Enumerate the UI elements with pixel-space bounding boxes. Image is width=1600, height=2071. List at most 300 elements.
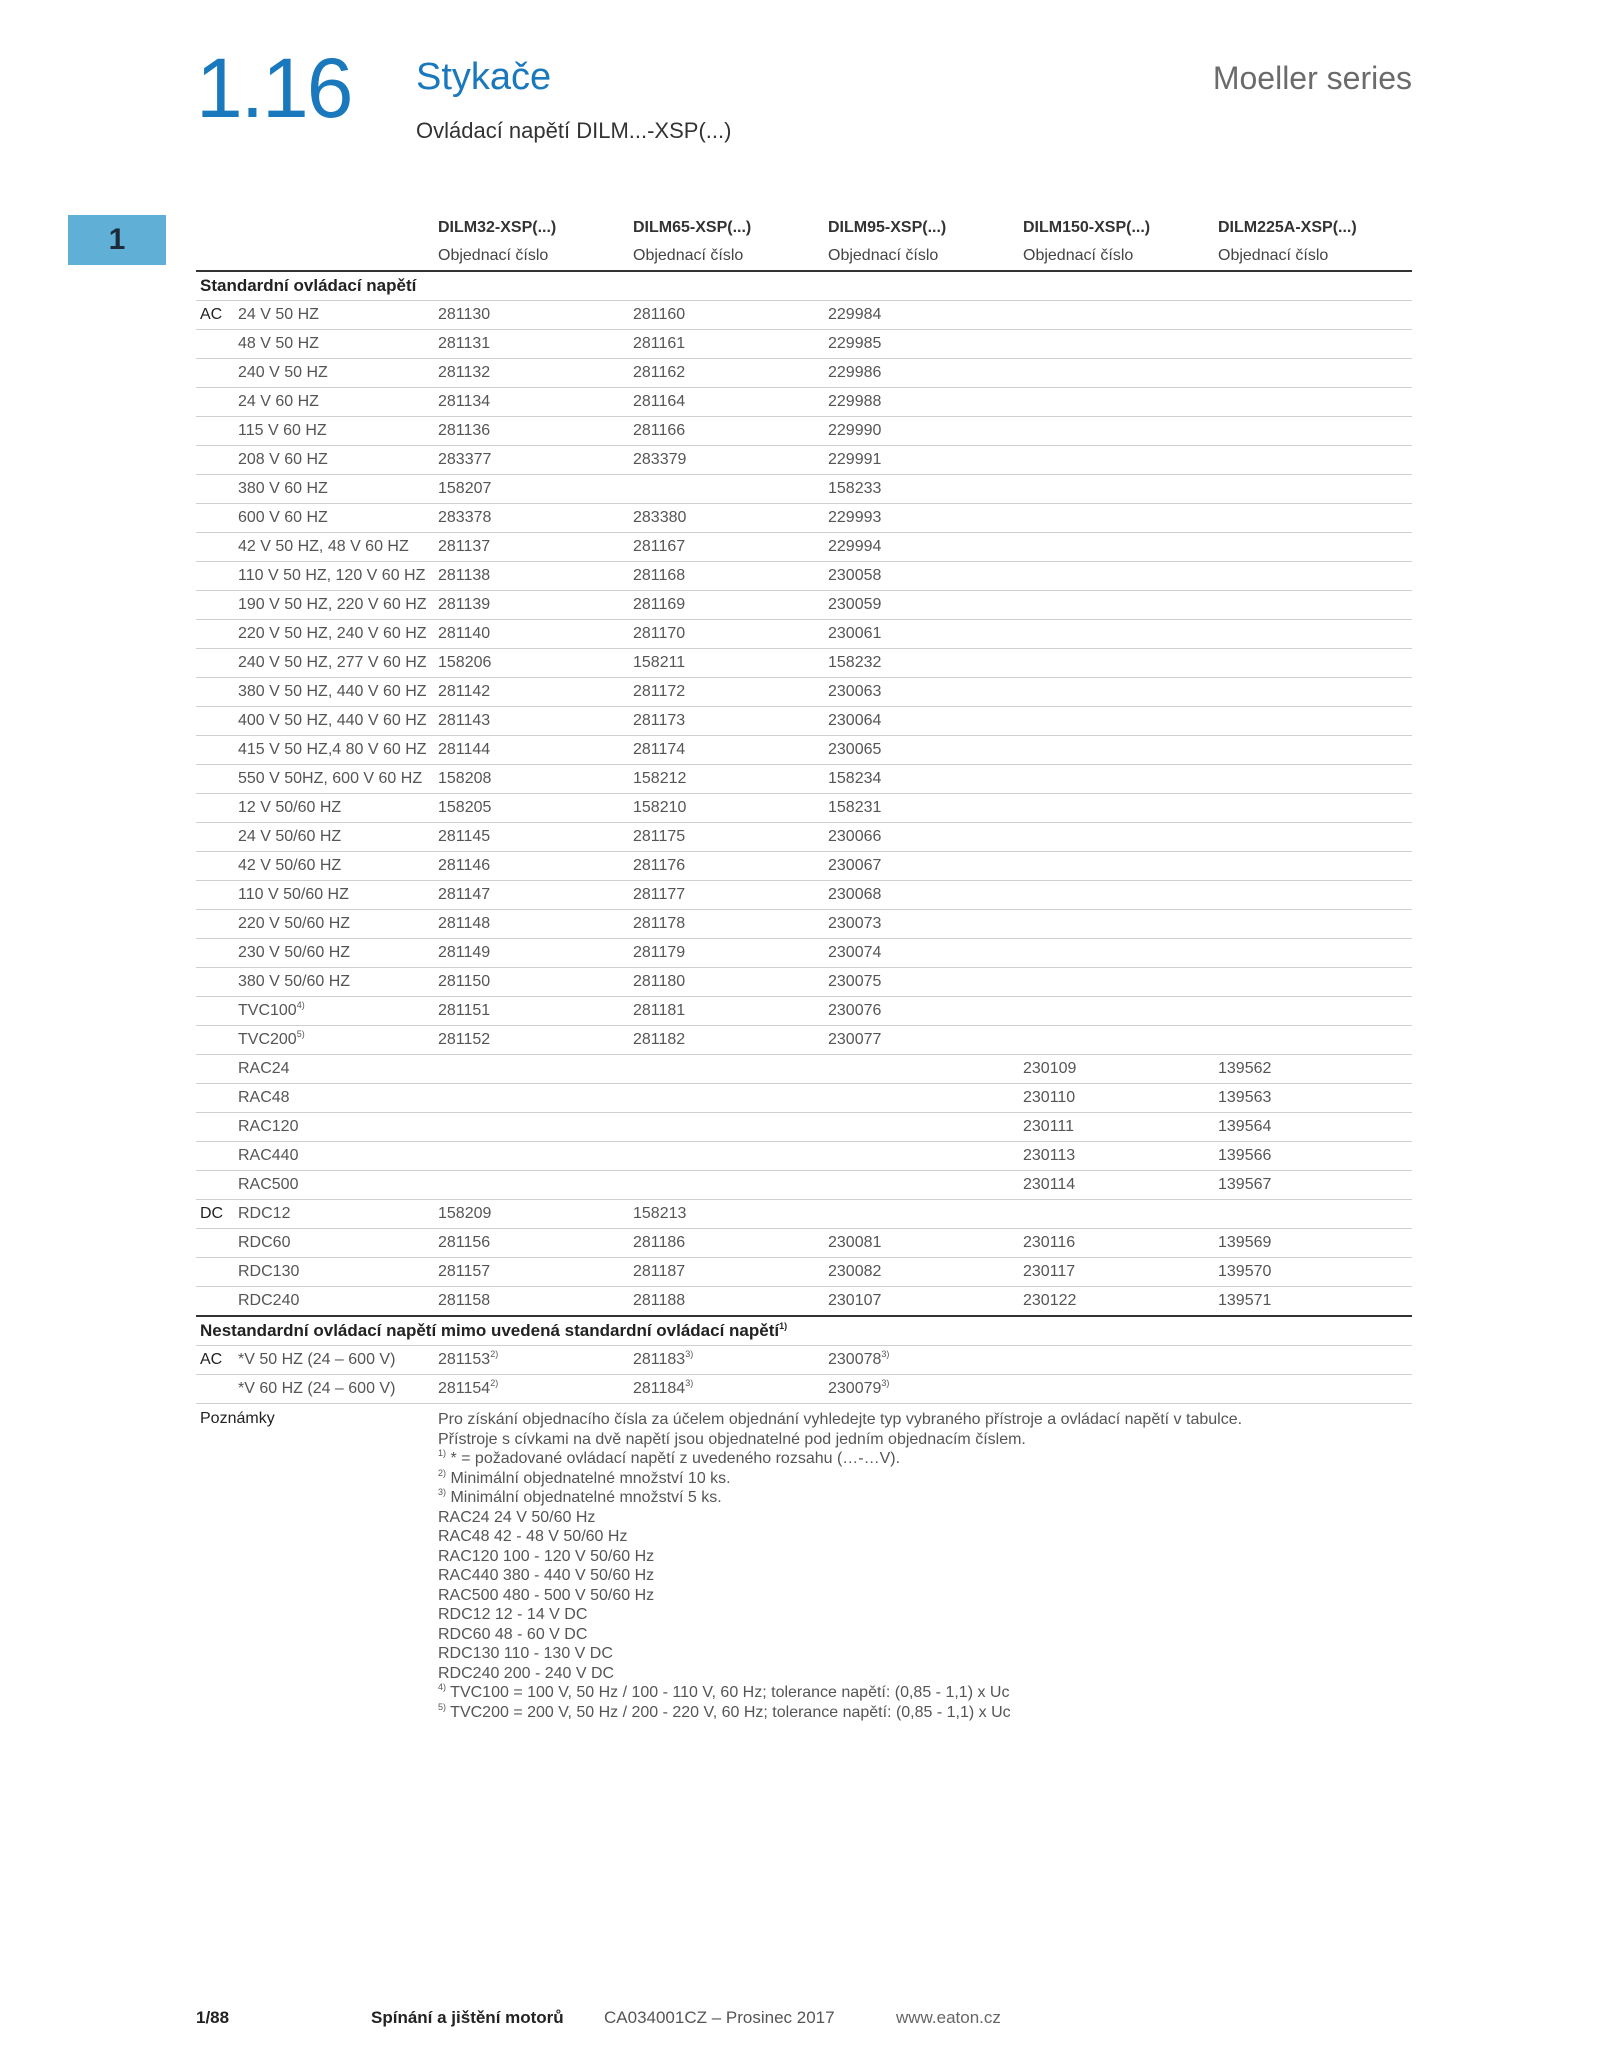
order-number-cell [629, 591, 824, 620]
table-row [196, 1171, 1412, 1200]
order-number: 281188 [633, 1292, 686, 1309]
order-number: 230077 [828, 1031, 882, 1048]
current-type: DC [196, 1200, 234, 1229]
order-number-cell [434, 533, 629, 562]
order-number-cell [1214, 1258, 1412, 1287]
voltage-cell [234, 1287, 434, 1317]
order-number-cell [1214, 1055, 1412, 1084]
voltage-cell [234, 330, 434, 359]
order-number-cell [629, 1258, 824, 1287]
order-number-cell [1019, 1229, 1214, 1258]
column-subheader: Objednací číslo [824, 242, 1019, 271]
order-number-cell [629, 1142, 824, 1171]
section-number: 1.16 [196, 41, 352, 135]
order-number-cell [1214, 1171, 1412, 1200]
order-number-cell [1019, 939, 1214, 968]
note-line [438, 1547, 1412, 1567]
order-number-cell [824, 823, 1019, 852]
order-number: 281186 [633, 1234, 686, 1251]
order-number: 281153 [438, 1351, 491, 1368]
note-line-text: TVC100 = 100 V, 50 Hz / 100 - 110 V, 60 Hz; tolerance napětí: (0,85 - 1,1) x Uc [446, 1684, 1010, 1701]
order-number-cell [629, 475, 824, 504]
current-type [196, 388, 234, 417]
order-number-cell [824, 852, 1019, 881]
voltage-cell [234, 1346, 434, 1375]
order-number-cell [629, 504, 824, 533]
voltage-label: 380 V 50 HZ, 440 V 60 HZ [238, 683, 427, 700]
order-number: 229991 [828, 451, 882, 468]
notes-row [196, 1404, 1412, 1723]
order-number: 281143 [438, 712, 491, 729]
table-row [196, 1142, 1412, 1171]
order-number: 158206 [438, 654, 492, 671]
order-number-cell [1214, 736, 1412, 765]
order-number: 158209 [438, 1205, 492, 1222]
header-spacer [196, 214, 234, 242]
order-number-cell [629, 649, 824, 678]
voltage-label: 24 V 60 HZ [238, 393, 319, 410]
order-number-cell [1019, 1113, 1214, 1142]
order-number: 158231 [828, 799, 882, 816]
order-number: 281138 [438, 567, 491, 584]
table-header-models [196, 214, 1412, 242]
order-number-cell [1019, 1171, 1214, 1200]
note-line-text: RAC120 100 - 120 V 50/60 Hz [438, 1547, 655, 1565]
order-number: 230114 [1023, 1176, 1076, 1193]
order-number-cell [1214, 1084, 1412, 1113]
current-type [196, 910, 234, 939]
order-number: 281137 [438, 538, 491, 555]
note-line [438, 1566, 1412, 1586]
current-type [196, 881, 234, 910]
voltage-cell [234, 881, 434, 910]
order-number-cell [1019, 823, 1214, 852]
notes-label: Poznámky [200, 1410, 275, 1427]
order-number: 281139 [438, 596, 491, 613]
order-number: 139567 [1218, 1176, 1272, 1193]
order-number: 230067 [828, 857, 882, 874]
order-number-cell [824, 1287, 1019, 1317]
order-number: 281161 [633, 335, 686, 352]
order-number: 158213 [633, 1205, 687, 1222]
order-number-cell [629, 388, 824, 417]
note-line [438, 1644, 1412, 1664]
note-line-text: RDC130 110 - 130 V DC [438, 1645, 613, 1662]
table-row [196, 707, 1412, 736]
order-number-cell [629, 1171, 824, 1200]
order-number: 281150 [438, 973, 491, 990]
table-row [196, 330, 1412, 359]
voltage-cell [234, 794, 434, 823]
group-header-row [196, 1316, 1412, 1346]
order-number-cell [434, 1055, 629, 1084]
order-number-cell [434, 1142, 629, 1171]
order-number-cell [1019, 359, 1214, 388]
order-number-cell [824, 620, 1019, 649]
voltage-cell [234, 1375, 434, 1404]
order-number: 281140 [438, 625, 491, 642]
order-number-cell [824, 1113, 1019, 1142]
order-number-cell [629, 301, 824, 330]
order-number-cell [824, 1171, 1019, 1200]
order-number: 281156 [438, 1234, 491, 1251]
order-number: 230109 [1023, 1060, 1077, 1077]
order-number: 230065 [828, 741, 882, 758]
order-number: 230079 [828, 1380, 882, 1397]
footnote-marker: 5) [438, 1701, 447, 1712]
order-number: 158233 [828, 480, 882, 497]
voltage-cell [234, 939, 434, 968]
order-number: 230073 [828, 915, 882, 932]
note-line-text: RAC24 24 V 50/60 Hz [438, 1508, 596, 1526]
order-number-cell [1019, 620, 1214, 649]
order-number-cell [1019, 997, 1214, 1026]
voltage-cell [234, 736, 434, 765]
voltage-cell [234, 1258, 434, 1287]
current-type: AC [196, 1346, 234, 1375]
order-number-cell [1214, 1346, 1412, 1375]
order-number-cell [1214, 330, 1412, 359]
order-number-cell [629, 910, 824, 939]
order-number: 230081 [828, 1234, 882, 1251]
order-number-cell [629, 1084, 824, 1113]
order-number: 230113 [1023, 1147, 1076, 1164]
header-spacer [196, 242, 234, 271]
order-number: 281136 [438, 422, 491, 439]
order-number: 229985 [828, 335, 882, 352]
order-number-cell [1019, 504, 1214, 533]
voltage-label: TVC200 [238, 1031, 297, 1048]
page-subtitle: Ovládací napětí DILM...-XSP(...) [416, 118, 732, 143]
voltage-label: *V 50 HZ (24 – 600 V) [238, 1351, 396, 1368]
order-number: 281131 [438, 335, 491, 352]
current-type [196, 504, 234, 533]
order-number-cell [824, 591, 1019, 620]
table-row [196, 910, 1412, 939]
table-row [196, 446, 1412, 475]
order-number-cell [434, 997, 629, 1026]
voltage-label: 208 V 60 HZ [238, 451, 328, 468]
order-number: 281148 [438, 915, 491, 932]
order-number-cell [824, 678, 1019, 707]
order-number-cell [434, 1287, 629, 1317]
note-line [438, 1605, 1412, 1625]
order-number-cell [1214, 881, 1412, 910]
note-line [438, 1430, 1412, 1450]
voltage-cell [234, 968, 434, 997]
order-number-cell [824, 794, 1019, 823]
order-number-cell [434, 591, 629, 620]
order-number-cell [434, 707, 629, 736]
table-row [196, 736, 1412, 765]
order-number-cell [1019, 1142, 1214, 1171]
voltage-cell [234, 1229, 434, 1258]
voltage-label: RAC120 [238, 1118, 299, 1135]
order-number-cell [629, 939, 824, 968]
group-title [196, 1316, 1412, 1346]
order-number-cell [824, 968, 1019, 997]
order-number-cell [434, 504, 629, 533]
current-type [196, 1142, 234, 1171]
current-type [196, 939, 234, 968]
order-number: 230075 [828, 973, 882, 990]
order-number-cell [629, 1229, 824, 1258]
order-number-cell [434, 301, 629, 330]
footnote-marker: 5) [296, 1029, 305, 1039]
order-number: 281174 [633, 741, 686, 758]
order-number: 281162 [633, 364, 686, 381]
page-number: 1/88 [196, 2008, 230, 2027]
order-number-cell [1019, 852, 1214, 881]
order-number-cell [824, 504, 1019, 533]
order-number-cell [1214, 533, 1412, 562]
order-number-cell [1214, 562, 1412, 591]
order-number-cell [1214, 1142, 1412, 1171]
current-type [196, 707, 234, 736]
voltage-cell [234, 1026, 434, 1055]
voltage-cell [234, 620, 434, 649]
voltage-label: 110 V 50 HZ, 120 V 60 HZ [238, 567, 426, 584]
order-number: 281177 [633, 886, 686, 903]
voltage-cell [234, 910, 434, 939]
note-line-text: RAC48 42 - 48 V 50/60 Hz [438, 1528, 628, 1545]
voltage-label: 42 V 50/60 HZ [238, 857, 342, 874]
order-number-cell [824, 1258, 1019, 1287]
order-number-cell [1214, 1113, 1412, 1142]
column-subheader: Objednací číslo [629, 242, 824, 271]
order-number: 230063 [828, 683, 882, 700]
order-number-cell [1214, 504, 1412, 533]
order-number: 158210 [633, 799, 687, 816]
order-number-cell [629, 417, 824, 446]
order-number-cell [434, 678, 629, 707]
order-number-cell [1019, 446, 1214, 475]
order-number-cell [1214, 475, 1412, 504]
footnote-marker: 1) [779, 1321, 788, 1331]
order-number-cell [1214, 388, 1412, 417]
order-number-cell [1019, 1346, 1214, 1375]
voltage-label: 400 V 50 HZ, 440 V 60 HZ [238, 712, 427, 729]
voltage-cell [234, 533, 434, 562]
voltage-cell [234, 359, 434, 388]
voltage-label: 220 V 50/60 HZ [238, 915, 351, 932]
order-number-cell [434, 417, 629, 446]
order-number: 281167 [633, 538, 686, 555]
table-row [196, 881, 1412, 910]
note-line [438, 1625, 1412, 1645]
order-number: 229986 [828, 364, 882, 381]
order-number-cell [629, 707, 824, 736]
voltage-cell [234, 765, 434, 794]
catalog-title: Spínání a jištění motorů [371, 2008, 564, 2027]
order-number: 281178 [633, 915, 686, 932]
order-number: 229988 [828, 393, 882, 410]
order-number-cell [824, 1055, 1019, 1084]
order-number-cell [1214, 910, 1412, 939]
order-number-cell [434, 330, 629, 359]
note-line [438, 1527, 1412, 1547]
order-number: 281164 [633, 393, 686, 410]
footnote-marker: 2) [438, 1467, 447, 1478]
column-header-model: DILM95-XSP(...) [828, 219, 947, 236]
order-number-cell [434, 939, 629, 968]
note-line [438, 1449, 1412, 1469]
order-number-cell [434, 968, 629, 997]
website-link[interactable]: www.eaton.cz [896, 2008, 1001, 2027]
order-number: 230082 [828, 1263, 882, 1280]
footnote-marker: 1) [438, 1448, 447, 1458]
note-line [438, 1683, 1412, 1703]
order-number: 283379 [633, 451, 687, 468]
order-number-cell [434, 852, 629, 881]
order-number-cell [824, 1229, 1019, 1258]
order-number-cell [1019, 301, 1214, 330]
order-number: 230059 [828, 596, 882, 613]
order-number-cell [434, 1258, 629, 1287]
order-number: 281130 [438, 306, 491, 323]
order-number: 230066 [828, 828, 882, 845]
order-number: 139563 [1218, 1089, 1272, 1106]
notes-text [434, 1404, 1412, 1723]
order-number: 281176 [633, 857, 686, 874]
order-number-cell [1214, 707, 1412, 736]
table-row [196, 504, 1412, 533]
order-number: 230111 [1023, 1118, 1075, 1135]
current-type [196, 330, 234, 359]
order-number-cell [824, 1200, 1019, 1229]
order-number: 281146 [438, 857, 491, 874]
order-number-cell [629, 823, 824, 852]
order-number: 281172 [633, 683, 686, 700]
order-number: 230117 [1023, 1263, 1076, 1280]
order-number-cell [1019, 1026, 1214, 1055]
order-number-cell [1019, 1055, 1214, 1084]
voltage-label: 240 V 50 HZ, 277 V 60 HZ [238, 654, 427, 671]
note-line-text: RAC500 480 - 500 V 50/60 Hz [438, 1586, 655, 1604]
order-number: 281142 [438, 683, 491, 700]
order-number-cell [434, 388, 629, 417]
order-number: 281168 [633, 567, 686, 584]
current-type [196, 852, 234, 881]
voltage-label: RDC240 [238, 1292, 300, 1309]
order-number-cell [629, 330, 824, 359]
order-number-cell [824, 1142, 1019, 1171]
order-number-cell [1019, 765, 1214, 794]
catalog-code: CA034001CZ – Prosinec 2017 [604, 2008, 835, 2027]
note-line [438, 1488, 1412, 1508]
table-row [196, 939, 1412, 968]
voltage-cell [234, 446, 434, 475]
order-number: 281179 [633, 944, 686, 961]
voltage-cell [234, 504, 434, 533]
table-row [196, 620, 1412, 649]
order-number-cell [434, 475, 629, 504]
order-number-cell [1019, 794, 1214, 823]
table-row [196, 823, 1412, 852]
order-number: 281145 [438, 828, 491, 845]
order-number: 139562 [1218, 1060, 1272, 1077]
order-number-cell [1019, 910, 1214, 939]
table-row [196, 1055, 1412, 1084]
order-number-cell [824, 1346, 1019, 1375]
table-row [196, 1287, 1412, 1317]
order-number: 281182 [633, 1031, 686, 1048]
order-number-cell [1214, 446, 1412, 475]
note-line [438, 1508, 1412, 1528]
order-number-cell [434, 359, 629, 388]
table-row [196, 388, 1412, 417]
current-type [196, 1084, 234, 1113]
table-row [196, 1026, 1412, 1055]
order-number: 281132 [438, 364, 491, 381]
order-number: 281134 [438, 393, 491, 410]
order-number-cell [434, 823, 629, 852]
order-number-cell [824, 939, 1019, 968]
column-subheader: Objednací číslo [434, 242, 629, 271]
order-number: 230110 [1023, 1089, 1076, 1106]
note-line-text: RDC240 200 - 240 V DC [438, 1664, 615, 1682]
voltage-label: 24 V 50 HZ [238, 306, 319, 323]
footnote-marker: 4) [296, 1000, 305, 1010]
order-number: 158207 [438, 480, 492, 497]
order-number: 281175 [633, 828, 686, 845]
order-number-cell [1214, 620, 1412, 649]
order-number-cell [1214, 417, 1412, 446]
voltage-cell [234, 1171, 434, 1200]
page-title: Stykače [416, 56, 552, 98]
table-row [196, 1375, 1412, 1404]
order-number-cell [1214, 997, 1412, 1026]
table-row [196, 417, 1412, 446]
note-line-text: RAC440 380 - 440 V 50/60 Hz [438, 1567, 655, 1584]
current-type [196, 997, 234, 1026]
voltage-cell [234, 852, 434, 881]
order-number: 139571 [1218, 1292, 1272, 1309]
order-number-cell [824, 475, 1019, 504]
order-number: 281184 [633, 1380, 686, 1397]
order-number-cell [434, 910, 629, 939]
table-row [196, 1084, 1412, 1113]
order-number: 230122 [1023, 1292, 1077, 1309]
voltage-label: RAC500 [238, 1176, 299, 1193]
voltage-label: 380 V 50/60 HZ [238, 973, 351, 990]
current-type [196, 475, 234, 504]
order-number-cell [824, 649, 1019, 678]
order-number-cell [629, 678, 824, 707]
order-number: 139566 [1218, 1147, 1272, 1164]
table-row [196, 997, 1412, 1026]
order-number-cell [629, 1200, 824, 1229]
order-number: 158211 [633, 654, 686, 671]
table-row [196, 1229, 1412, 1258]
order-number-cell [1019, 330, 1214, 359]
order-number-cell [1019, 881, 1214, 910]
order-number: 230068 [828, 886, 882, 903]
order-number: 139569 [1218, 1234, 1272, 1251]
order-number-cell [629, 1113, 824, 1142]
order-number: 158232 [828, 654, 882, 671]
order-number: 229984 [828, 306, 882, 323]
group-header-row [196, 271, 1412, 301]
current-type [196, 562, 234, 591]
order-number-cell [434, 1026, 629, 1055]
order-number-cell [1019, 1084, 1214, 1113]
order-number-cell [629, 852, 824, 881]
order-number-cell [824, 417, 1019, 446]
order-number-cell [824, 997, 1019, 1026]
voltage-label: 230 V 50/60 HZ [238, 944, 351, 961]
order-number: 281144 [438, 741, 491, 758]
